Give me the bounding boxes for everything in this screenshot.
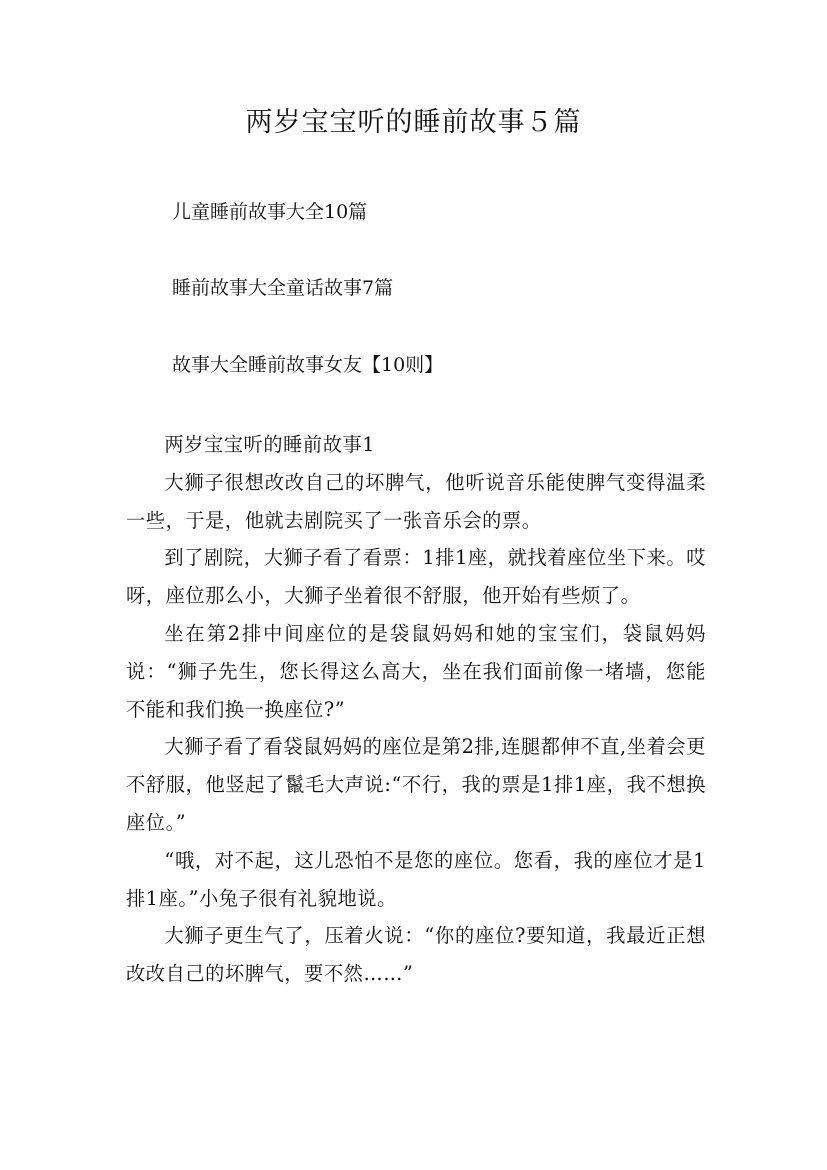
story-paragraph: 大狮子看了看袋鼠妈妈的座位是第2排,连腿都伸不直,坐着会更不舒服，他竖起了鬣毛大声说:“不行，我的票是1排1座，我不想换座位。” bbox=[126, 735, 706, 834]
story-paragraph: “哦，对不起，这儿恐怕不是您的座位。您看，我的座位才是1排1座。”小兔子很有礼貌地说。 bbox=[126, 848, 706, 910]
story-paragraph: 到了剧院，大狮子看了看票：1排1座，就找着座位坐下来。哎呀，座位那么小，大狮子坐着很不舒服，他开始有些烦了。 bbox=[126, 546, 706, 608]
document-title: 两岁宝宝听的睡前故事５篇 bbox=[245, 107, 582, 138]
story-body bbox=[126, 426, 706, 993]
related-article-link[interactable]: 睡前故事大全童话故事7篇 bbox=[172, 277, 394, 299]
section-heading: 两岁宝宝听的睡前故事1 bbox=[164, 433, 376, 456]
related-article-link[interactable]: 故事大全睡前故事女友【10则】 bbox=[172, 354, 444, 376]
story-paragraph: 大狮子很想改改自己的坏脾气，他听说音乐能使脾气变得温柔一些，于是，他就去剧院买了一张音乐会的票。 bbox=[126, 470, 706, 532]
related-article-link[interactable]: 儿童睡前故事大全10篇 bbox=[172, 201, 368, 223]
story-paragraph: 坐在第2排中间座位的是袋鼠妈妈和她的宝宝们，袋鼠妈妈说：“狮子先生，您长得这么高大，坐在我们面前像一堵墙，您能不能和我们换一换座位?” bbox=[126, 621, 706, 721]
story-paragraph: 大狮子更生气了，压着火说：“你的座位?要知道，我最近正想改改自己的坏脾气，要不然……” bbox=[126, 924, 706, 986]
